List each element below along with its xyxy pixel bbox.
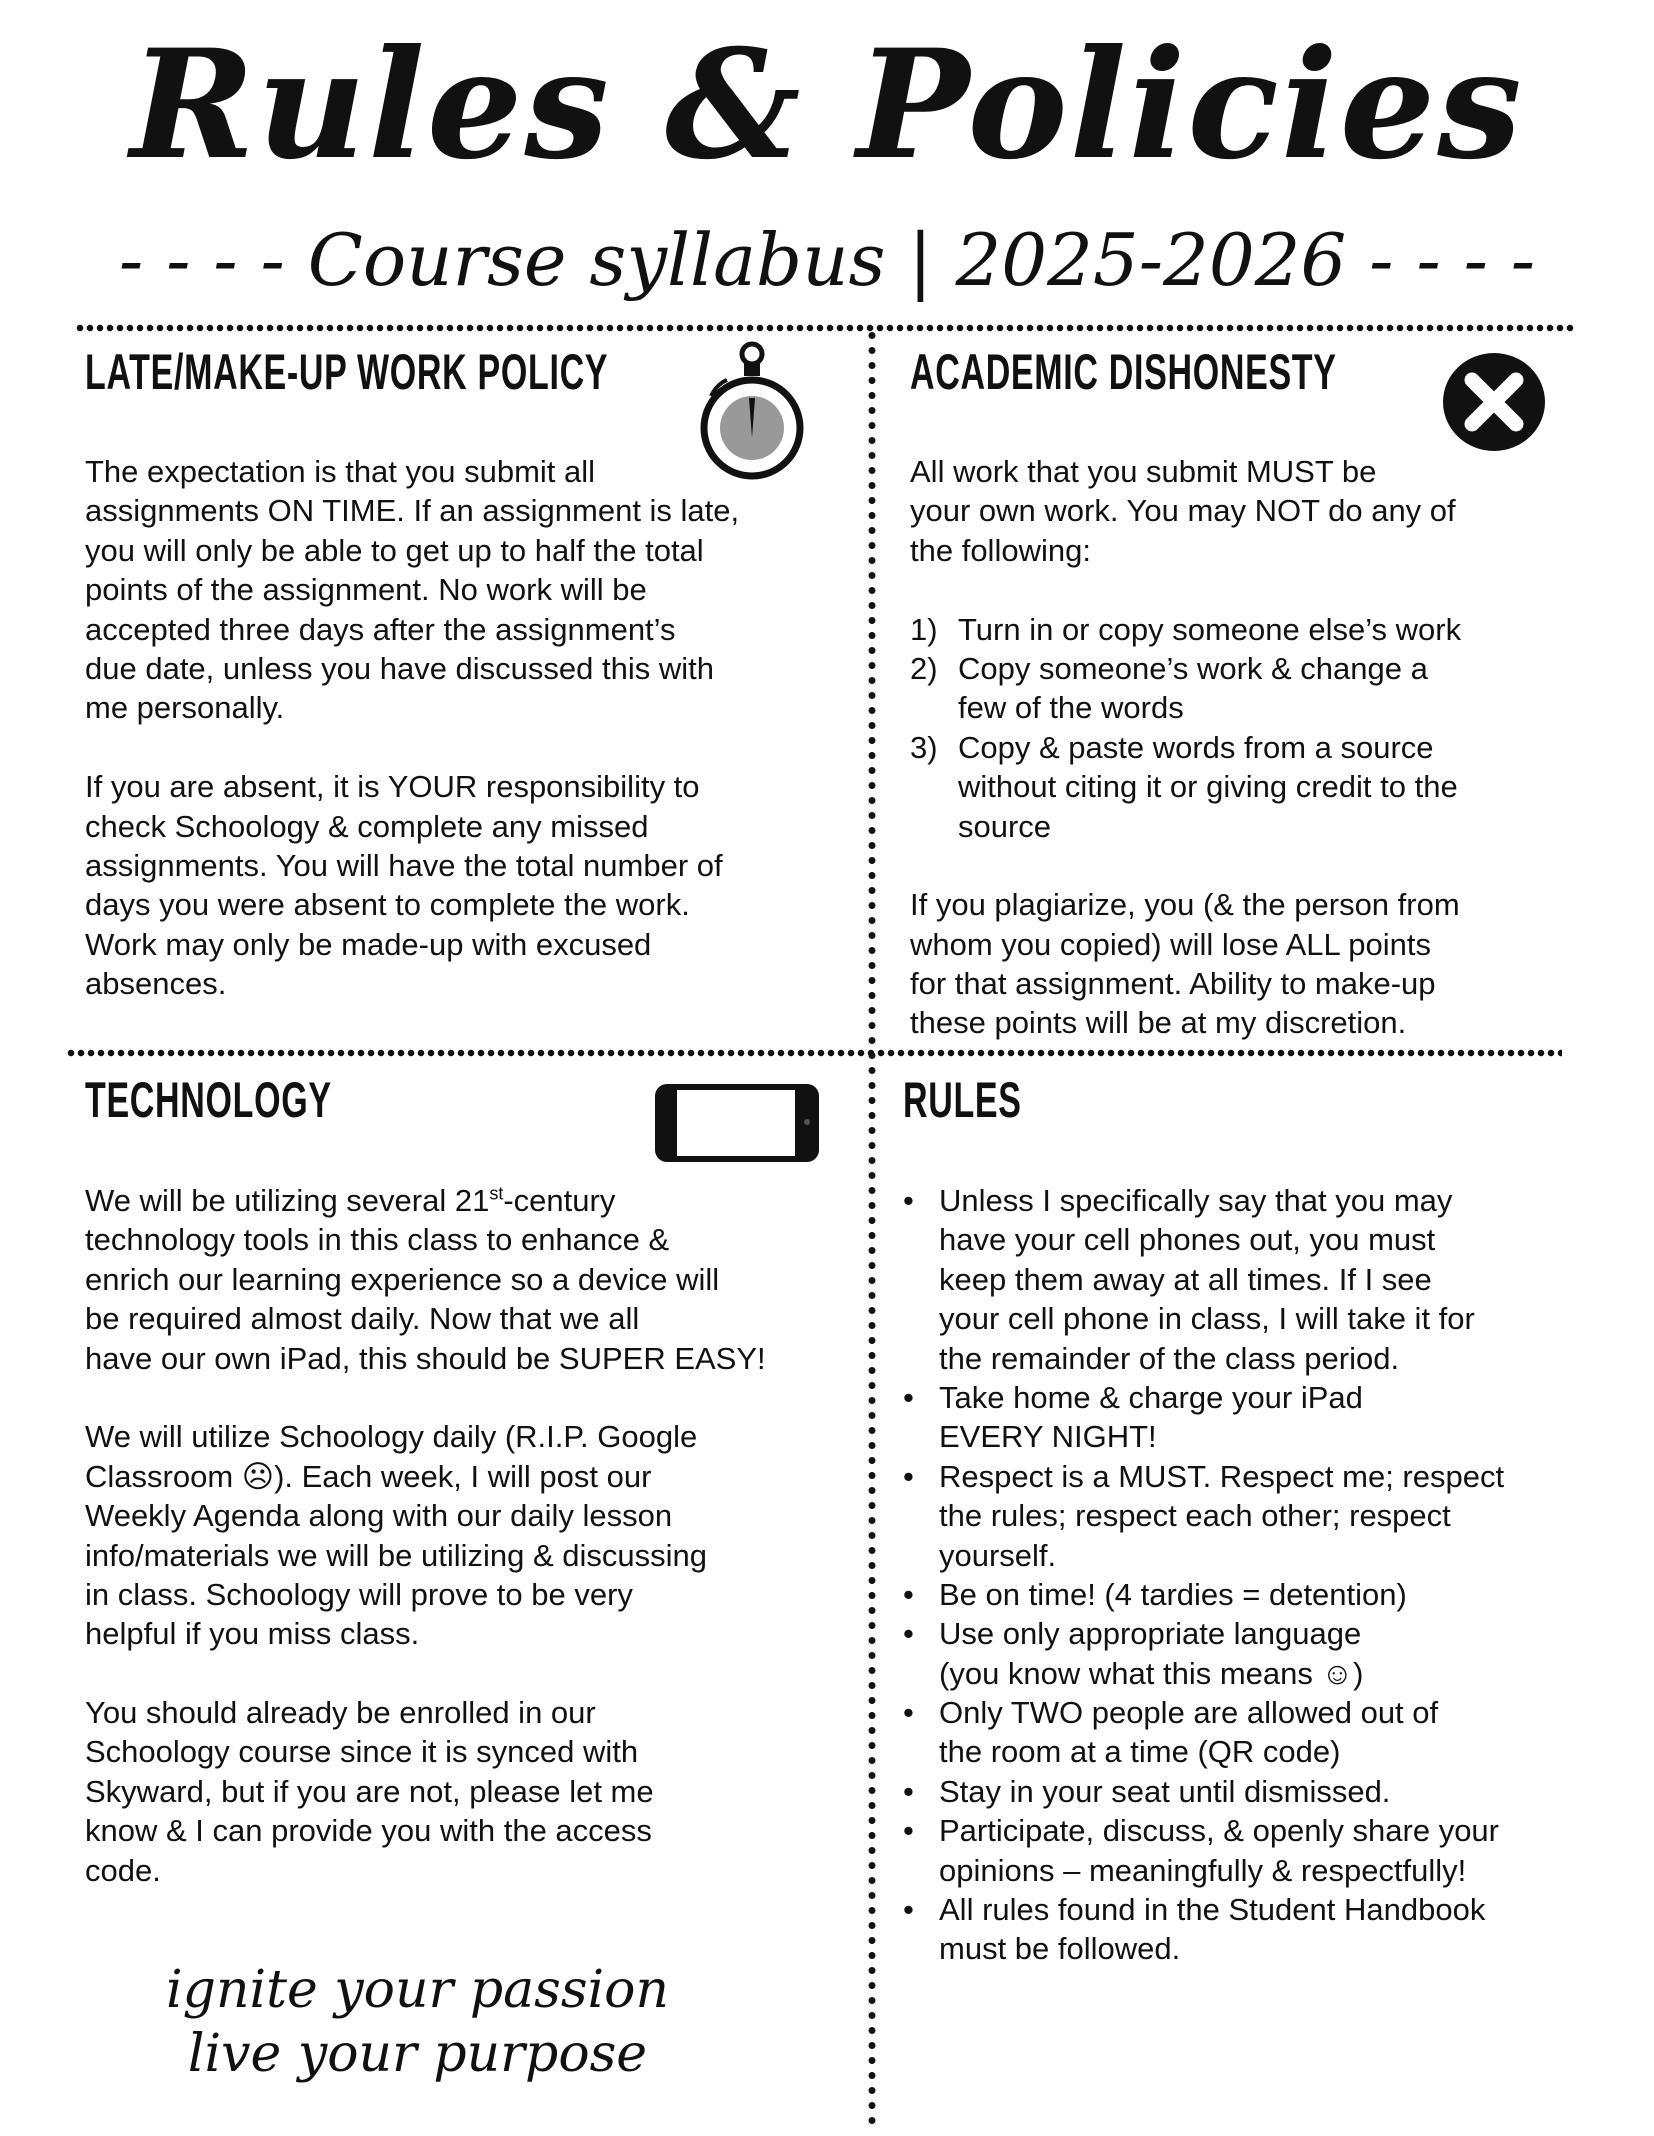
text-line: the rules; respect each other; respect (939, 1498, 1451, 1534)
text-line: know & I can provide you with the access (85, 1813, 652, 1849)
text-line: without citing it or giving credit to the (958, 769, 1458, 805)
bullet-icon: • (903, 1773, 914, 1809)
text-line: your own work. You may NOT do any of (910, 493, 1456, 529)
text-line: Be on time! (4 tardies = detention) (939, 1576, 1407, 1612)
item-number: 1) (910, 611, 938, 647)
rule-item (903, 1575, 1504, 1614)
text-line: must be followed. (939, 1931, 1181, 1967)
text-line: (you know what this means ☺) (939, 1655, 1364, 1691)
text-line: these points will be at my discretion. (910, 1005, 1407, 1041)
rule-item (903, 1378, 1504, 1457)
bullet-icon: • (903, 1616, 914, 1652)
text-line: the remainder of the class period. (939, 1340, 1400, 1376)
text-line: Participate, discuss, & openly share your (939, 1813, 1499, 1849)
numbered-item (910, 610, 1461, 649)
superscript: st (489, 1183, 504, 1204)
text-line: technology tools in this class to enhance & (85, 1222, 670, 1258)
text-line: Classroom ☹). Each week, I will post our (85, 1458, 652, 1494)
text-line: assignments. You will have the total number of (85, 847, 723, 883)
text-line: accepted three days after the assignment’s (85, 611, 676, 647)
item-number: 2) (910, 650, 938, 686)
text-line: source (958, 808, 1052, 844)
text-line: keep them away at all times. If I see (939, 1261, 1432, 1297)
text-line: Only TWO people are allowed out of (939, 1695, 1439, 1731)
rules-list (903, 1181, 1504, 1969)
text-line: whom you copied) will lose ALL points (910, 926, 1431, 962)
section-heading-late-work: LATE/MAKE-UP WORK POLICY (85, 344, 609, 400)
bullet-icon: • (903, 1458, 914, 1494)
text-line: have our own iPad, this should be SUPER EASY! (85, 1340, 766, 1376)
text-line: Work may only be made-up with excused (85, 926, 652, 962)
section-heading-rules: RULES (903, 1072, 1022, 1128)
text-line: the following: (910, 532, 1091, 568)
text-line: Unless I specifically say that you may (939, 1183, 1453, 1218)
bullet-icon: • (903, 1813, 914, 1849)
text-line: you will only be able to get up to half the total (85, 532, 704, 568)
text-line: Stay in your seat until dismissed. (939, 1773, 1391, 1809)
text-line: If you plagiarize, you (& the person from (910, 887, 1460, 923)
text-line: check Schoology & complete any missed (85, 808, 649, 844)
rule-item (903, 1457, 1504, 1575)
text-line: points of the assignment. No work will be (85, 572, 647, 608)
text-line (85, 1654, 766, 1693)
text-line: Use only appropriate language (939, 1616, 1362, 1652)
text-line: absences. (85, 966, 227, 1002)
technology-line (85, 1181, 766, 1220)
text-line: code. (85, 1852, 161, 1888)
divider-top (75, 324, 1575, 332)
text-line: Respect is a MUST. Respect me; respect (939, 1458, 1505, 1494)
text-line: info/materials we will be utilizing & discussing (85, 1537, 707, 1573)
text-line: If you are absent, it is YOUR responsibility to (85, 769, 700, 805)
late-work-text (85, 452, 739, 1003)
item-number: 3) (910, 729, 938, 765)
text-line: Skyward, but if you are not, please let me (85, 1773, 654, 1809)
rule-item (903, 1693, 1504, 1772)
tablet-icon (653, 1082, 821, 1164)
rule-item (903, 1181, 1504, 1378)
x-circle-icon (1442, 352, 1546, 452)
text-line: yourself. (939, 1537, 1057, 1573)
text-line: your cell phone in class, I will take it for (939, 1301, 1475, 1337)
text-line: enrich our learning experience so a device will (85, 1261, 720, 1297)
text-line: Schoology course since it is synced with (85, 1734, 639, 1770)
text-line (85, 728, 739, 767)
text-line: Copy & paste words from a source (958, 729, 1434, 765)
text-line: days you were absent to complete the work. (85, 887, 690, 923)
bullet-icon: • (903, 1379, 914, 1415)
text-line: opinions – meaningfully & respectfully! (939, 1852, 1467, 1888)
page-title: Rules & Policies (130, 17, 1524, 193)
bullet-icon: • (903, 1576, 914, 1612)
motto-line-2: live your purpose (187, 2024, 648, 2084)
divider-middle (66, 1049, 1562, 1057)
numbered-item (910, 649, 1461, 728)
footer-motto (85, 1958, 750, 2086)
technology-text (85, 1181, 766, 1890)
page-subtitle: - - - - Course syllabus | 2025-2026 - - - - (118, 218, 1536, 302)
bullet-icon: • (903, 1892, 914, 1928)
text-line: All work that you submit MUST be (910, 454, 1377, 489)
section-heading-academic-dishonesty: ACADEMIC DISHONESTY (910, 344, 1337, 400)
text-line: the room at a time (QR code) (939, 1734, 1341, 1770)
text-line: Weekly Agenda along with our daily lesson (85, 1498, 673, 1534)
rule-item (903, 1811, 1504, 1890)
text-line: EVERY NIGHT! (939, 1419, 1157, 1455)
text-line: helpful if you miss class. (85, 1616, 420, 1652)
divider-vertical (868, 328, 876, 2128)
text-line: for that assignment. Ability to make-up (910, 966, 1436, 1002)
text-line: Copy someone’s work & change a (958, 650, 1428, 686)
text-line: The expectation is that you submit all (85, 454, 596, 489)
numbered-item (910, 728, 1461, 846)
rule-item (903, 1614, 1504, 1693)
text-line: Turn in or copy someone else’s work (958, 611, 1462, 647)
text-line: few of the words (958, 690, 1184, 726)
rule-item (903, 1890, 1504, 1969)
text-line: assignments ON TIME. If an assignment is late, (85, 493, 740, 529)
rule-item (903, 1772, 1504, 1811)
text-line: be required almost daily. Now that we all (85, 1301, 640, 1337)
text: -century (503, 1183, 616, 1218)
text-line: All rules found in the Student Handbook (939, 1892, 1486, 1928)
motto-line-1: ignite your passion (166, 1960, 669, 2020)
text-line (85, 1378, 766, 1417)
bullet-icon: • (903, 1183, 914, 1218)
section-heading-technology: TECHNOLOGY (85, 1072, 332, 1128)
academic-dishonesty-text (910, 452, 1461, 1043)
text-line: Take home & charge your iPad (939, 1379, 1363, 1415)
bullet-icon: • (903, 1695, 914, 1731)
text-line: due date, unless you have discussed this with (85, 650, 714, 686)
text: We will be utilizing several 21 (85, 1183, 490, 1218)
text-line: me personally. (85, 690, 285, 726)
text-line: You should already be enrolled in our (85, 1695, 596, 1731)
text-line: have your cell phones out, you must (939, 1222, 1436, 1258)
text-line: in class. Schoology will prove to be very (85, 1576, 633, 1612)
text-line: We will utilize Schoology daily (R.I.P. Google (85, 1419, 698, 1455)
